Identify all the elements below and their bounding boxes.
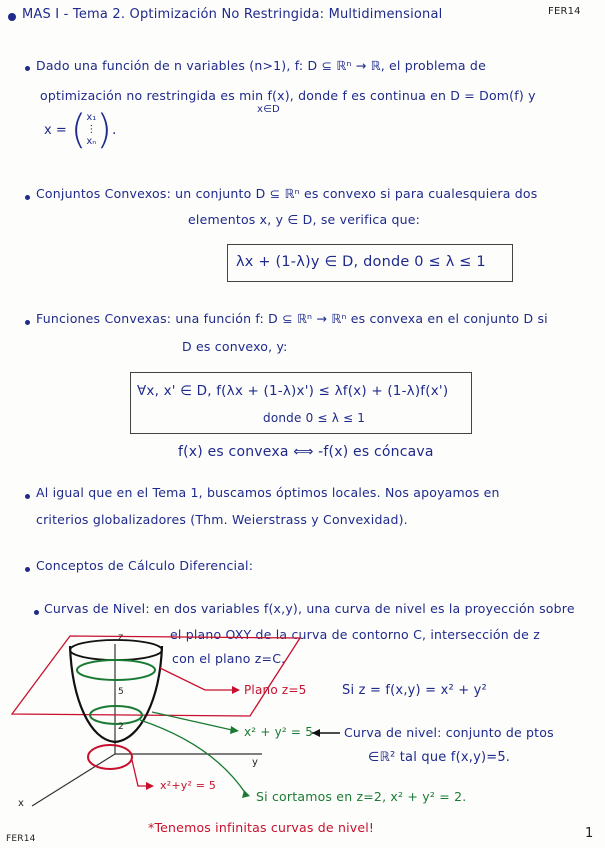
paraboloid-top — [70, 640, 162, 660]
tick-2: 2 — [118, 722, 124, 732]
x-axis-label: x — [18, 798, 25, 809]
lambda-range: donde 0 ≤ λ ≤ 1 — [263, 411, 366, 425]
bullet1-line2: optimización no restringida es min f(x), donde f es continua en D = Dom(f) y — [40, 88, 536, 103]
circle-5-label: x² + y² = 5 — [244, 725, 314, 739]
convex-concave-equivalence: f(x) es convexa ⟺ -f(x) es cóncava — [178, 444, 434, 460]
arrow-head — [312, 729, 320, 737]
bullet3-line2: D es convexo, y: — [182, 339, 288, 354]
plane-z5 — [12, 636, 300, 716]
arrow-head — [146, 782, 154, 790]
level-curve-definition: Curva de nivel: conjunto de ptos — [344, 725, 554, 740]
arrow-head — [232, 686, 240, 694]
bullet5-line1: Conceptos de Cálculo Diferencial: — [36, 558, 254, 573]
left-paren: ( — [70, 107, 87, 153]
plane-z5-label: Plano z=5 — [244, 683, 307, 697]
bullet4-line1: Al igual que en el Tema 1, buscamos óptimos locales. Nos apoyamos en — [36, 485, 500, 500]
z-axis-label: z — [118, 632, 124, 643]
convex-function-formula: ∀x, x' ∈ D, f(λx + (1-λ)x') ≤ λf(x) + (1-λ)f(x') — [137, 383, 449, 399]
arrow-plane — [160, 668, 232, 690]
footer-tag: FER14 — [6, 834, 36, 844]
arrow-circle5 — [152, 712, 232, 730]
projection-label: x²+y² = 5 — [160, 779, 217, 792]
vector-component: ⋮ — [86, 124, 97, 135]
right-paren: ) — [96, 107, 112, 153]
bullet2-line1: Conjuntos Convexos: un conjunto D ⊆ ℝⁿ es convexo si para cualesquiera dos — [36, 186, 538, 201]
bullet2-line2: elementos x, y ∈ D, se verifica que: — [188, 212, 421, 227]
min-subscript: x∈D — [257, 104, 280, 115]
convex-set-formula: λx + (1-λ)y ∈ D, donde 0 ≤ λ ≤ 1 — [236, 254, 486, 270]
level-curve-definition-2: ∈ℝ² tal que f(x,y)=5. — [368, 750, 511, 765]
cut-z2-label: Si cortamos en z=2, x² + y² = 2. — [256, 789, 467, 804]
x-vector-label: x = — [44, 122, 67, 138]
bullet4-line2: criterios globalizadores (Thm. Weierstrass y Convexidad). — [36, 512, 408, 527]
arrow-projection — [132, 760, 148, 786]
bullet3-line1: Funciones Convexas: una función f: D ⊆ ℝⁿ → ℝⁿ es convexa en el conjunto D si — [36, 311, 548, 326]
bullet6-line2: el plano OXY de la curva de contorno C, intersección de z — [170, 627, 541, 642]
level-curve-z5 — [77, 660, 155, 680]
bullet1-line1: Dado una función de n variables (n>1), f: D ⊆ ℝⁿ → ℝ, el problema de — [36, 58, 486, 73]
function-label: Si z = f(x,y) = x² + y² — [342, 683, 487, 698]
arrow-head — [242, 790, 250, 798]
page-title: MAS I - Tema 2. Optimización No Restringida: Multidimensional — [22, 7, 443, 22]
bullet6-line1: Curvas de Nivel: en dos variables f(x,y), una curva de nivel es la proyección sobre — [44, 601, 575, 616]
arrow-head — [230, 726, 239, 734]
tick-5: 5 — [118, 687, 124, 697]
x-axis — [32, 754, 115, 806]
y-axis-label: y — [252, 757, 259, 768]
bullet6-line3: con el plano z=C. — [172, 651, 286, 666]
period: . — [111, 122, 117, 138]
footer-note: *Tenemos infinitas curvas de nivel! — [148, 820, 375, 835]
page-number: 1 — [585, 826, 594, 841]
vector-component: xₙ — [86, 136, 97, 147]
author-tag: FER14 — [548, 6, 581, 17]
vector-component: x₁ — [86, 112, 97, 123]
